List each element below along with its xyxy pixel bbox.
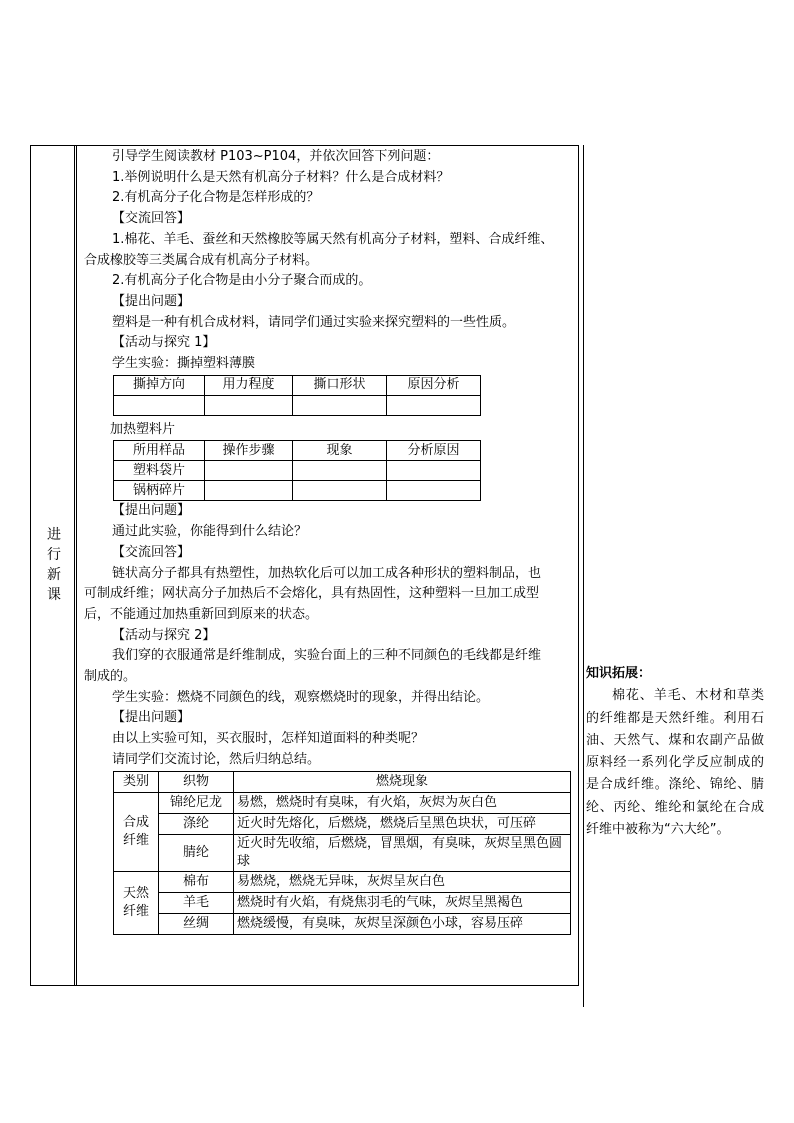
intro-line: 1.举例说明什么是天然有机高分子材料？什么是合成材料？	[112, 169, 450, 185]
table-header-cell: 撕掉方向	[114, 375, 205, 395]
fabric-cell: 腈纶	[159, 834, 234, 871]
exchange-answer-heading: 【交流回答】	[112, 544, 191, 560]
frame-column-rule	[74, 145, 75, 986]
answer-text: 链状高分子都具有热塑性，加热软化后可以加工成各种形状的塑料制品，也	[112, 565, 542, 581]
question-text: 由以上实验可知，买衣服时，怎样知道面料的种类呢？	[112, 731, 425, 747]
answer-text: 合成橡胶等三类属合成有机高分子材料。	[84, 252, 319, 268]
knowledge-extension-sidebar	[586, 663, 764, 841]
burning-phenomenon-cell: 易燃，燃烧时有臭味，有火焰，灰烬为灰白色	[234, 792, 571, 813]
table-header-cell: 燃烧现象	[234, 771, 571, 792]
table-header-cell: 织物	[159, 771, 234, 792]
table-row	[114, 871, 571, 892]
exchange-answer-heading: 【交流回答】	[112, 211, 191, 227]
tear-film-table	[113, 375, 481, 416]
table-row	[114, 892, 571, 913]
sidebar-body: 棉花、羊毛、木材和草类的纤维都是天然纤维。利用石油、天然气、煤和农副产品做原料经一系列化学反应制成的是合成纤维。涤纶、锦纶、腈纶、丙纶、维纶和氯纶在合成纤维中被称为“六大纶”。	[586, 688, 764, 838]
heating-label: 加热塑料片	[110, 421, 176, 437]
table-cell	[387, 481, 481, 501]
intro-line: 2.有机高分子化合物是怎样形成的？	[112, 190, 320, 206]
answer-text: 2.有机高分子化合物是由小分子聚合而成的。	[112, 273, 372, 289]
activity-heading: 【活动与探究 1】	[112, 335, 216, 351]
table-header-cell: 分析原因	[387, 441, 481, 461]
table-cell	[293, 481, 387, 501]
table-header-cell: 用力程度	[205, 375, 293, 395]
table-row	[114, 481, 481, 501]
fabric-cell: 锦纶尼龙	[159, 792, 234, 813]
category-cell: 天然纤维	[114, 871, 159, 934]
table-cell	[205, 481, 293, 501]
frame-column-rule-inner	[76, 145, 77, 986]
student-experiment: 学生实验：撕掉塑料薄膜	[112, 356, 256, 372]
burning-phenomenon-cell: 近火时先收缩，后燃烧，冒黑烟，有臭味，灰烬呈黑色圆球	[234, 834, 571, 871]
raise-question-heading: 【提出问题】	[112, 710, 191, 726]
fabric-cell: 羊毛	[159, 892, 234, 913]
activity-heading: 【活动与探究 2】	[112, 627, 216, 643]
table-header-row	[114, 375, 481, 395]
fabric-cell: 涤纶	[159, 813, 234, 834]
table-cell: 锅柄碎片	[114, 481, 205, 501]
sidebar-rule	[583, 145, 584, 1007]
table-header-cell: 撕口形状	[293, 375, 387, 395]
table-row	[114, 792, 571, 813]
burning-phenomenon-cell: 燃烧缓慢，有臭味，灰烬呈深颜色小球，容易压碎	[234, 913, 571, 934]
fiber-burning-table	[113, 771, 571, 935]
answer-text: 可制成纤维；网状高分子加热后不会熔化，具有热固性，这种塑料一旦加工成型	[84, 586, 540, 602]
question-text: 通过此实验，你能得到什么结论？	[112, 524, 308, 540]
table-row	[114, 834, 571, 871]
fabric-cell: 丝绸	[159, 913, 234, 934]
answer-text: 1.棉花、羊毛、蚕丝和天然橡胶等属天然有机高分子材料，塑料、合成纤维、	[112, 231, 554, 247]
question-text: 塑料是一种有机合成材料，请同学们通过实验来探究塑料的一些性质。	[112, 314, 516, 330]
activity-text: 制成的。	[84, 669, 137, 685]
sidebar-title: 知识拓展：	[586, 666, 652, 681]
frame-right-rule	[578, 145, 579, 986]
table-header-cell: 原因分析	[387, 375, 481, 395]
table-header-cell: 现象	[293, 441, 387, 461]
burning-phenomenon-cell: 易燃烧，燃烧无异味，灰烬呈灰白色	[234, 871, 571, 892]
table-row	[114, 913, 571, 934]
intro-line: 引导学生阅读教材 P103~P104，并依次回答下列问题：	[112, 149, 440, 164]
table-header-cell: 类别	[114, 771, 159, 792]
table-header-cell: 所用样品	[114, 441, 205, 461]
discussion-prompt: 请同学们交流讨论，然后归纳总结。	[112, 751, 321, 767]
fabric-cell: 棉布	[159, 871, 234, 892]
answer-text: 后，不能通过加热重新回到原来的状态。	[84, 606, 319, 622]
table-cell	[293, 395, 387, 415]
table-cell	[205, 461, 293, 481]
frame-bottom-rule	[30, 985, 579, 986]
table-cell	[114, 395, 205, 415]
table-cell	[387, 395, 481, 415]
table-cell	[293, 461, 387, 481]
table-row	[114, 813, 571, 834]
table-header-cell: 操作步骤	[205, 441, 293, 461]
table-cell	[387, 461, 481, 481]
burning-phenomenon-cell: 燃烧时有火焰，有烧焦羽毛的气味，灰烬呈黑褐色	[234, 892, 571, 913]
category-cell: 合成纤维	[114, 792, 159, 871]
table-cell	[205, 395, 293, 415]
heating-plastic-table	[113, 440, 481, 501]
table-header-row	[114, 771, 571, 792]
lesson-content	[84, 146, 572, 935]
table-row	[114, 461, 481, 481]
table-row	[114, 395, 481, 415]
student-experiment: 学生实验：燃烧不同颜色的线，观察燃烧时的现象，并得出结论。	[112, 689, 490, 705]
section-label: 进行新课	[47, 527, 61, 603]
table-cell: 塑料袋片	[114, 461, 205, 481]
raise-question-heading: 【提出问题】	[112, 503, 191, 519]
raise-question-heading: 【提出问题】	[112, 293, 191, 309]
burning-phenomenon-cell: 近火时先熔化，后燃烧，燃烧后呈黑色块状，可压碎	[234, 813, 571, 834]
activity-text: 我们穿的衣服通常是纤维制成，实验台面上的三种不同颜色的毛线都是纤维	[112, 648, 542, 664]
frame-left-rule	[30, 145, 31, 986]
table-header-row	[114, 441, 481, 461]
